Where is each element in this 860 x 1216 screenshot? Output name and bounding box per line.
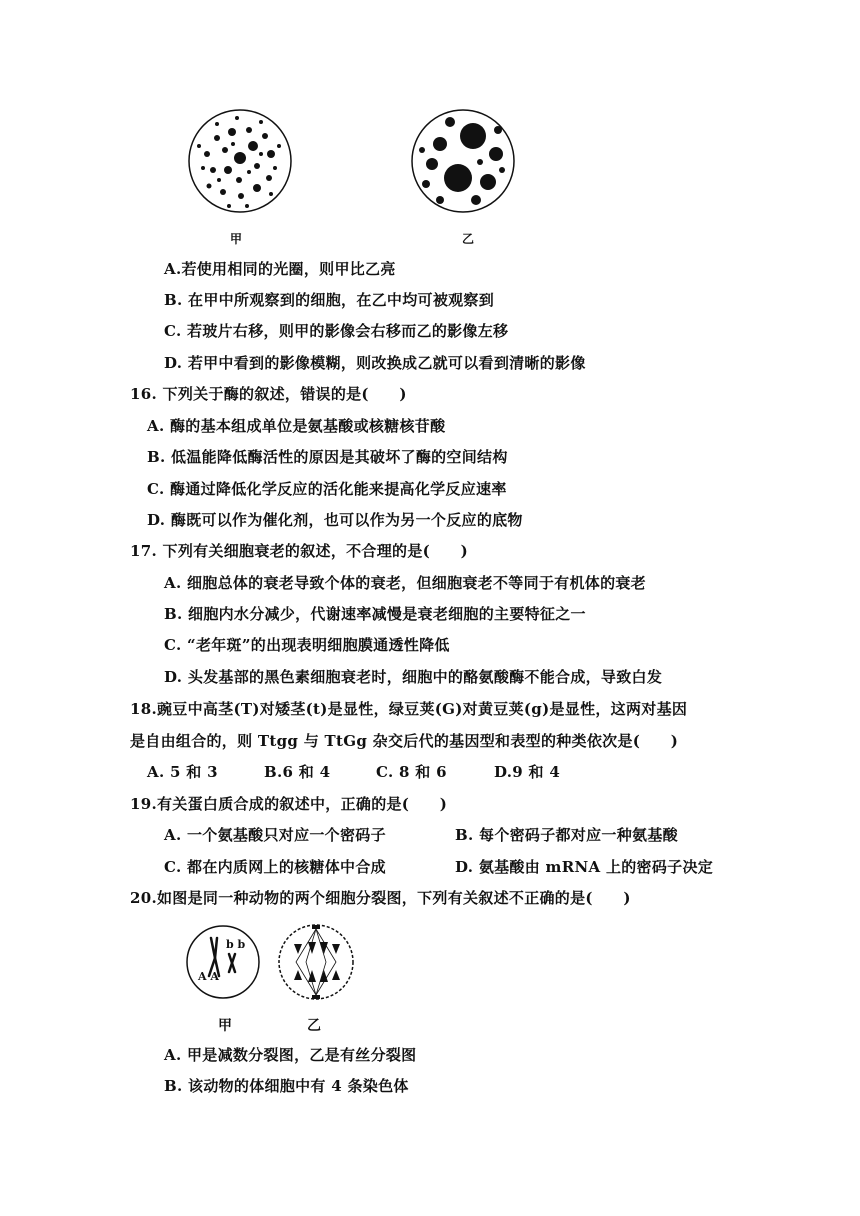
q17-option-c: C. “老年斑”的出现表明细胞膜通透性降低 <box>164 636 450 654</box>
q16-stem: 16. 下列关于酶的叙述，错误的是( ) <box>130 385 407 403</box>
q19-option-b: B. 每个密码子都对应一种氨基酸 <box>455 826 678 844</box>
figure-caption-jia: 甲 <box>230 232 243 246</box>
q16-option-c: C. 酶通过降低化学反应的活化能来提高化学反应速率 <box>147 480 507 498</box>
cell-division-jia <box>185 924 261 1000</box>
q17-option-d: D. 头发基部的黑色素细胞衰老时，细胞中的酪氨酸酶不能合成，导致白发 <box>164 668 663 686</box>
q17-option-a: A. 细胞总体的衰老导致个体的衰老，但细胞衰老不等同于有机体的衰老 <box>164 574 646 592</box>
q20-option-a: A. 甲是减数分裂图，乙是有丝分裂图 <box>164 1046 417 1064</box>
q19-option-d: D. 氨基酸由 mRNA 上的密码子决定 <box>455 858 714 876</box>
q18-stem-line1: 18.豌豆中高茎(T)对矮茎(t)是显性，绿豆荚(G)对黄豆荚(g)是显性，这两对基因 <box>130 700 688 718</box>
q18-option-d: D.9 和 4 <box>494 763 561 781</box>
q16-option-d: D. 酶既可以作为催化剂，也可以作为另一个反应的底物 <box>147 511 523 529</box>
q15-option-a: A.若使用相同的光圈，则甲比乙亮 <box>164 260 396 278</box>
q16-option-b: B. 低温能降低酶活性的原因是其破坏了酶的空间结构 <box>147 448 508 466</box>
q19-option-a: A. 一个氨基酸只对应一个密码子 <box>164 826 386 844</box>
q15-option-d: D. 若甲中看到的影像模糊，则改换成乙就可以看到清晰的影像 <box>164 354 586 372</box>
cell-division-yi <box>276 922 356 1002</box>
q20-option-b: B. 该动物的体细胞中有 4 条染色体 <box>164 1077 409 1095</box>
q16-option-a: A. 酶的基本组成单位是氨基酸或核糖核苷酸 <box>147 417 446 435</box>
cell-caption-jia: 甲 <box>218 1018 232 1034</box>
q18-option-c: C. 8 和 6 <box>376 763 447 781</box>
q15-option-c: C. 若玻片右移，则甲的影像会右移而乙的影像左移 <box>164 322 509 340</box>
q18-option-b: B.6 和 4 <box>264 763 331 781</box>
q19-stem: 19.有关蛋白质合成的叙述中，正确的是( ) <box>130 795 448 813</box>
q17-option-b: B. 细胞内水分减少，代谢速率减慢是衰老细胞的主要特征之一 <box>164 605 586 623</box>
chrom-label-b: b b <box>226 938 246 951</box>
microscope-field-jia <box>187 108 293 214</box>
chrom-label-a: A A <box>198 970 219 983</box>
q20-stem: 20.如图是同一种动物的两个细胞分裂图，下列有关叙述不正确的是( ) <box>130 889 631 907</box>
q15-option-b: B. 在甲中所观察到的细胞，在乙中均可被观察到 <box>164 291 495 309</box>
figure-caption-yi: 乙 <box>462 232 475 246</box>
q19-option-c: C. 都在内质网上的核糖体中合成 <box>164 858 386 876</box>
cell-caption-yi: 乙 <box>307 1018 321 1034</box>
q18-stem-line2: 是自由组合的，则 Ttgg 与 TtGg 杂交后代的基因型和表型的种类依次是( ) <box>130 732 679 750</box>
q17-stem: 17. 下列有关细胞衰老的叙述，不合理的是( ) <box>130 542 469 560</box>
q18-option-a: A. 5 和 3 <box>147 763 218 781</box>
microscope-field-yi <box>410 108 516 214</box>
